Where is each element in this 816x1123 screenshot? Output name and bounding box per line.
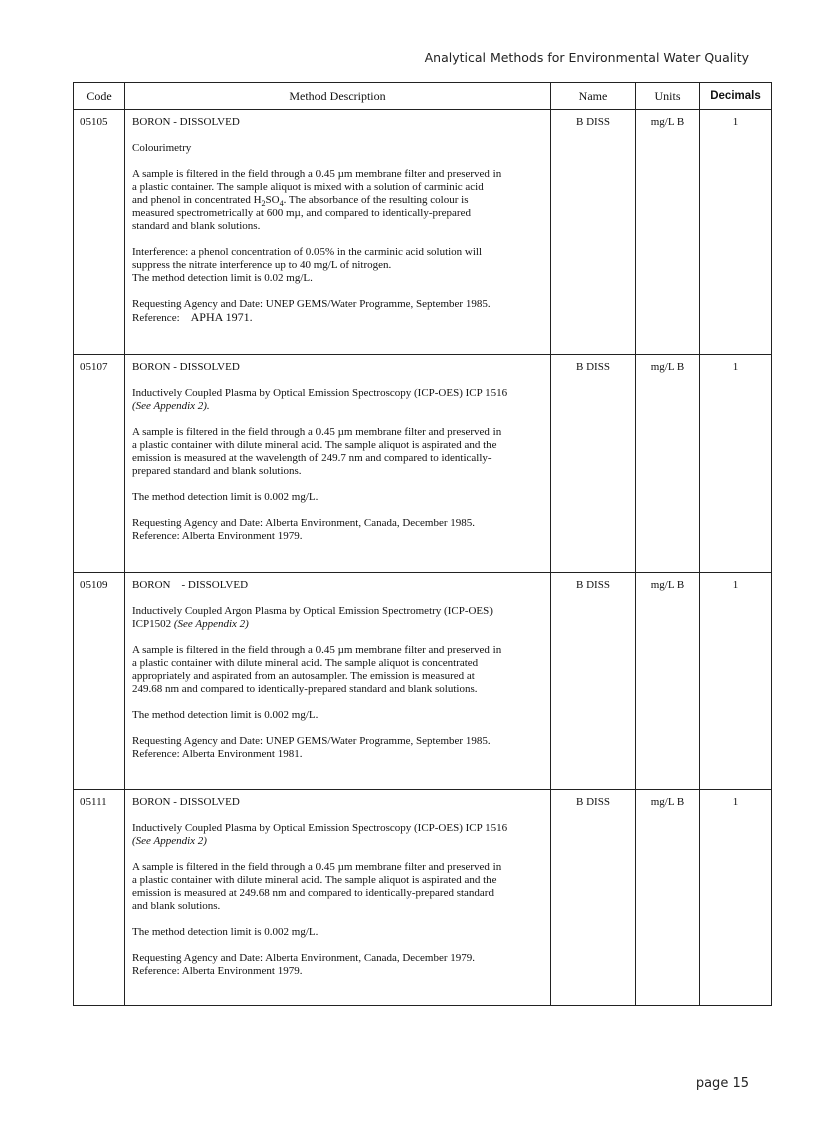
row-description — [125, 110, 551, 355]
column-header-units: Units — [636, 83, 700, 110]
table-row — [74, 790, 772, 1006]
row-units: mg/L B — [636, 790, 700, 1006]
method-technique: Inductively Coupled Plasma by Optical Emission Spectroscopy (ICP-OES) ICP 1516 (See Appendix 2) — [132, 822, 508, 847]
table-row — [74, 355, 772, 573]
method-technique: Inductively Coupled Argon Plasma by Optical Emission Spectrometry (ICP-OES) ICP1502 (See Appendix 2) — [132, 605, 493, 630]
method-procedure: A sample is filtered in the field through a 0.45 µm membrane filter and preserved in a plastic container with dilute mineral acid. The sample aliquot is concentrated appropriately and aspirated from an autosampler. The emission is measured at 249.68 nm and compared to identically-prepared standard and blank solutions. — [132, 644, 502, 695]
method-technique: Inductively Coupled Plasma by Optical Emission Spectroscopy (ICP-OES) ICP 1516 (See Appendix 2). — [132, 387, 508, 412]
row-description — [125, 355, 551, 573]
row-decimals: 1 — [700, 790, 772, 1006]
column-header-decimals: Decimals — [700, 83, 772, 110]
column-header-name: Name — [551, 83, 636, 110]
table-row — [74, 110, 772, 355]
row-decimals: 1 — [700, 110, 772, 355]
column-header-description: Method Description — [125, 83, 551, 110]
method-requesting: Requesting Agency and Date: UNEP GEMS/Water Programme, September 1985. Reference: APHA 1971. — [132, 298, 491, 324]
row-name: B DISS — [551, 355, 636, 573]
row-code: 05107 — [74, 355, 125, 573]
row-units: mg/L B — [636, 110, 700, 355]
page-number: page 15 — [695, 1076, 749, 1091]
method-title: BORON - DISSOLVED — [132, 796, 240, 808]
table-header-row — [74, 83, 772, 110]
column-header-code: Code — [74, 83, 125, 110]
methods-table — [73, 82, 772, 1006]
method-requesting: Requesting Agency and Date: Alberta Environment, Canada, December 1979. Reference: Alberta Environment 1979. — [132, 952, 476, 977]
row-code: 05111 — [74, 790, 125, 1006]
method-requesting: Requesting Agency and Date: Alberta Environment, Canada, December 1985. Reference: Alberta Environment 1979. — [132, 517, 476, 542]
running-header: Analytical Methods for Environmental Water Quality — [424, 50, 749, 65]
row-description — [125, 573, 551, 790]
method-detection: The method detection limit is 0.002 mg/L. — [132, 926, 319, 938]
row-code: 05109 — [74, 573, 125, 790]
row-units: mg/L B — [636, 573, 700, 790]
row-name: B DISS — [551, 573, 636, 790]
method-title: BORON - DISSOLVED — [132, 361, 240, 373]
method-requesting: Requesting Agency and Date: UNEP GEMS/Water Programme, September 1985. Reference: Alberta Environment 1981. — [132, 735, 491, 760]
method-procedure: A sample is filtered in the field through a 0.45 µm membrane filter and preserved in a plastic container with dilute mineral acid. The sample aliquot is aspirated and the emission is measured at the wavelength of 249.7 nm and compared to identically- prepared standard and blank solutions. — [132, 426, 502, 477]
method-procedure: A sample is filtered in the field through a 0.45 µm membrane filter and preserved in a plastic container. The sample aliquot is mixed with a solution of carminic acid and phenol in concentrated $H_2SO_4$. The absorbance of the resulting colour is measured spectrometrically at 600 mµ, and compared to identically-prepared standard and blank solutions. — [132, 168, 502, 232]
row-units: mg/L B — [636, 355, 700, 573]
method-title: BORON - DISSOLVED — [132, 579, 249, 591]
method-title: BORON - DISSOLVED — [132, 116, 240, 128]
method-interference: Interference: a phenol concentration of 0.05% in the carminic acid solution will suppress the nitrate interference up to 40 mg/L of nitrogen. The method detection limit is 0.02 mg/L. — [132, 246, 483, 284]
row-decimals: 1 — [700, 573, 772, 790]
row-description — [125, 790, 551, 1006]
table-row — [74, 573, 772, 790]
row-code: 05105 — [74, 110, 125, 355]
method-technique: Colourimetry — [132, 142, 192, 154]
method-detection: The method detection limit is 0.002 mg/L. — [132, 491, 319, 503]
method-procedure: A sample is filtered in the field through a 0.45 µm membrane filter and preserved in a plastic container with dilute mineral acid. The sample aliquot is aspirated and the emission is measured at 249.68 nm and compared to identically-prepared standard and blank solutions. — [132, 861, 502, 912]
row-name: B DISS — [551, 110, 636, 355]
row-decimals: 1 — [700, 355, 772, 573]
row-name: B DISS — [551, 790, 636, 1006]
method-detection: The method detection limit is 0.002 mg/L. — [132, 709, 319, 721]
